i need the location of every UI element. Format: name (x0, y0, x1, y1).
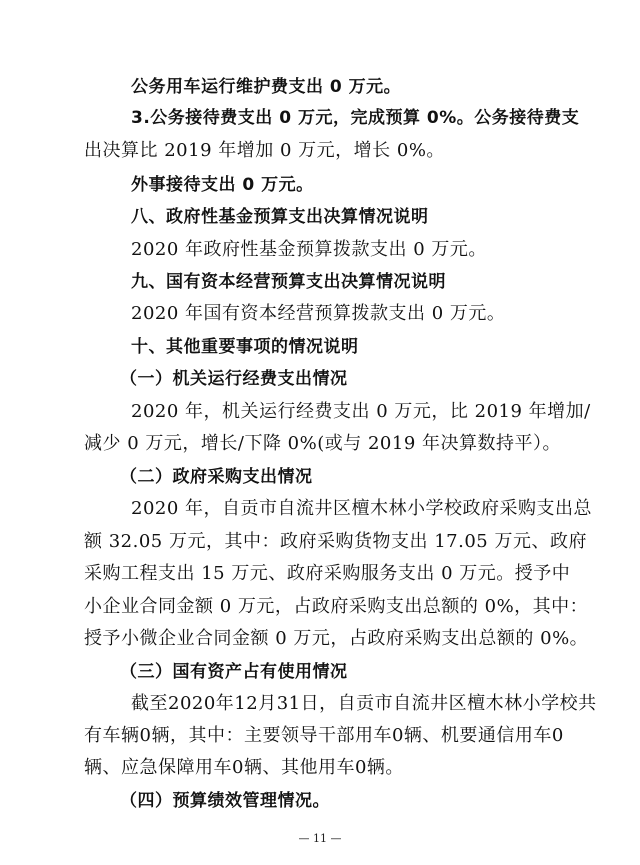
text-line-foreign-affairs-reception: 外事接待支出 0 万元。 (131, 175, 314, 195)
text-line-reception-expense: 3.公务接待费支出 0 万元，完成预算 0%。公务接待费支 (131, 108, 580, 128)
subheading-1: （一）机关运行经费支出情况 (120, 369, 348, 389)
subheading-4: （四）预算绩效管理情况。 (120, 791, 330, 811)
text-line-assets-1: 截至2020年12月31日，自贡市自流井区檀木林小学校共 (131, 693, 597, 714)
heading-section-10: 十、其他重要事项的情况说明 (131, 337, 359, 357)
subheading-3: （三）国有资产占有使用情况 (120, 662, 348, 682)
text-line-assets-2: 有车辆0辆，其中：主要领导干部用车0辆、机要通信用车0 (84, 725, 564, 746)
heading-section-9: 九、国有资本经营预算支出决算情况说明 (131, 272, 446, 292)
text-line-procurement-3: 采购工程支出 15 万元、政府采购服务支出 0 万元。授予中 (84, 563, 571, 584)
text-line-procurement-2: 额 32.05 万元，其中：政府采购货物支出 17.05 万元、政府 (84, 531, 587, 552)
text-line-procurement-5: 授予小微企业合同金额 0 万元，占政府采购支出总额的 0%。 (84, 628, 589, 649)
text-line-operating-cost-2: 减少 0 万元，增长/下降 0%(或与 2019 年决算数持平）。 (84, 433, 562, 454)
text-line-procurement-4: 小企业合同金额 0 万元，占政府采购支出总额的 0%，其中： (84, 596, 589, 617)
text-line-operating-cost-1: 2020 年，机关运行经费支出 0 万元，比 2019 年增加/ (131, 401, 591, 422)
heading-section-8: 八、政府性基金预算支出决算情况说明 (131, 207, 429, 227)
text-line-assets-3: 辆、应急保障用车0辆、其他用车0辆。 (84, 757, 404, 778)
text-line-official-vehicle-maintenance: 公务用车运行维护费支出 0 万元。 (131, 77, 402, 97)
text-line-state-capital: 2020 年国有资本经营预算拨款支出 0 万元。 (131, 303, 506, 324)
text-line-procurement-1: 2020 年，自贡市自流井区檀木林小学校政府采购支出总 (131, 498, 593, 519)
page-number: — 11 — (298, 832, 342, 845)
text-line-gov-fund: 2020 年政府性基金预算拨款支出 0 万元。 (131, 239, 487, 260)
text-line-reception-expense-cont: 出决算比 2019 年增加 0 万元，增长 0%。 (84, 140, 445, 161)
subheading-2: （二）政府采购支出情况 (120, 467, 313, 487)
